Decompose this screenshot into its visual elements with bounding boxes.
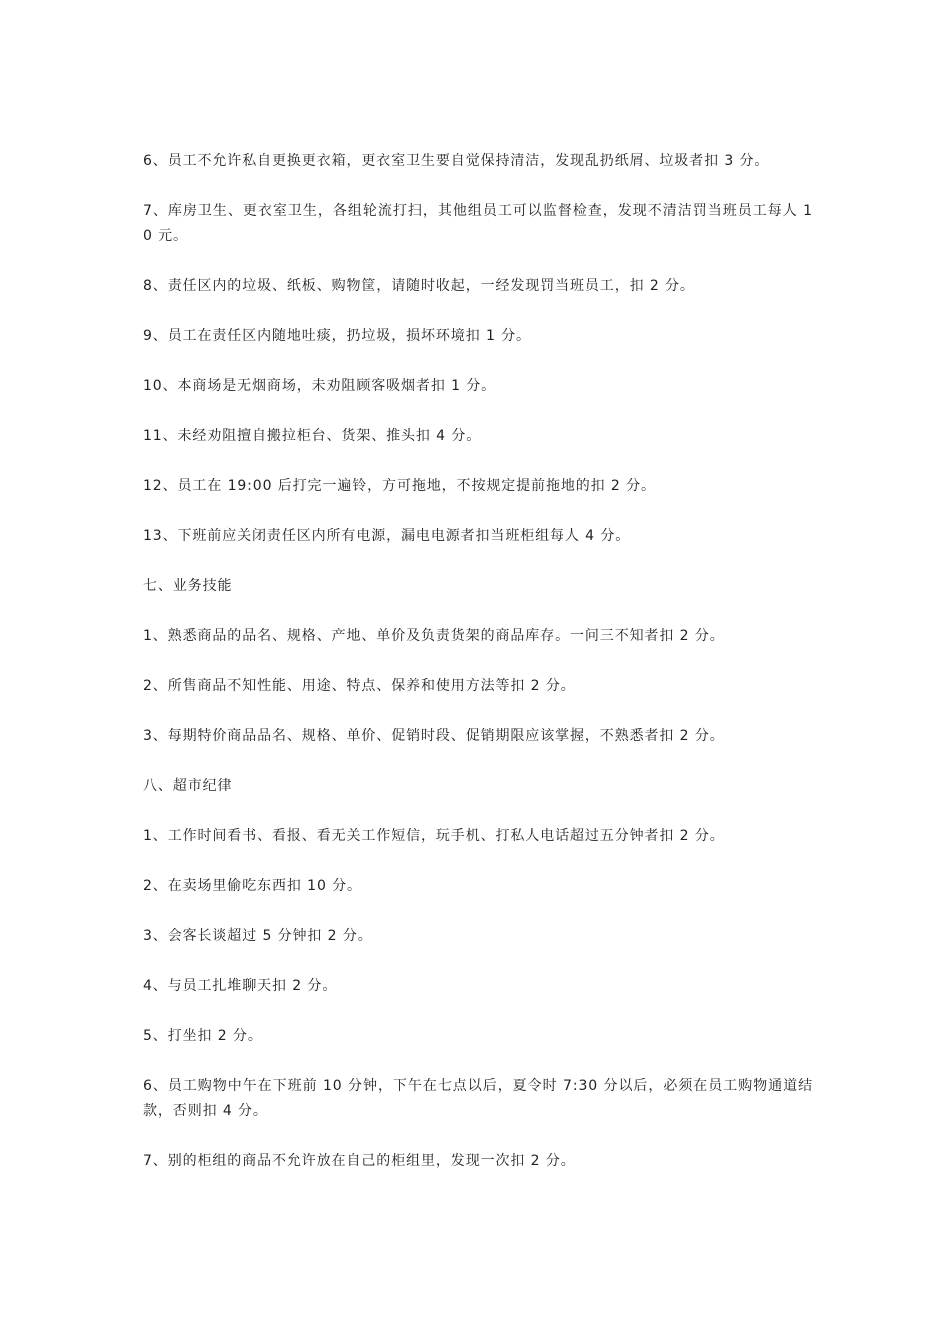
paragraph-skill-2: 2、所售商品不知性能、用途、特点、保养和使用方法等扣 2 分。 <box>143 678 576 694</box>
paragraph-rule-7-storeroom: 7、库房卫生、更衣室卫生，各组轮流打扫，其他组员工可以监督检查，发现不清洁罚当班员工每人 10 元。 <box>143 203 813 244</box>
paragraph-skill-3: 3、每期特价商品品名、规格、单价、促销时段、促销期限应该掌握，不熟悉者扣 2 分。 <box>143 728 725 744</box>
document-body <box>143 149 813 1199</box>
paragraph-rule-11-fixtures: 11、未经劝阻擅自搬拉柜台、货架、推头扣 4 分。 <box>143 428 482 444</box>
section-heading-discipline: 八、超市纪律 <box>143 778 233 794</box>
paragraph-rule-12-mopping: 12、员工在 19:00 后打完一遍铃，方可拖地，不按规定提前拖地的扣 2 分。 <box>143 478 656 494</box>
section-heading-business-skills: 七、业务技能 <box>143 578 233 594</box>
paragraph-rule-10-smoking: 10、本商场是无烟商场，未劝阻顾客吸烟者扣 1 分。 <box>143 378 497 394</box>
paragraph-rule-6-locker: 6、员工不允许私自更换更衣箱，更衣室卫生要自觉保持清洁，发现乱扔纸屑、垃圾者扣 3 分。 <box>143 153 770 169</box>
paragraph-skill-1: 1、熟悉商品的品名、规格、产地、单价及负责货架的商品库存。一问三不知者扣 2 分。 <box>143 628 725 644</box>
paragraph-discipline-6: 6、员工购物中午在下班前 10 分钟，下午在七点以后，夏令时 7:30 分以后，必须在员工购物通道结款，否则扣 4 分。 <box>143 1078 813 1119</box>
paragraph-discipline-5: 5、打坐扣 2 分。 <box>143 1028 263 1044</box>
paragraph-discipline-1: 1、工作时间看书、看报、看无关工作短信，玩手机、打私人电话超过五分钟者扣 2 分。 <box>143 828 725 844</box>
paragraph-rule-13-power: 13、下班前应关闭责任区内所有电源，漏电电源者扣当班柜组每人 4 分。 <box>143 528 631 544</box>
paragraph-discipline-2: 2、在卖场里偷吃东西扣 10 分。 <box>143 878 362 894</box>
paragraph-discipline-4: 4、与员工扎堆聊天扣 2 分。 <box>143 978 338 994</box>
paragraph-rule-8-litter: 8、责任区内的垃圾、纸板、购物筐，请随时收起，一经发现罚当班员工，扣 2 分。 <box>143 278 695 294</box>
paragraph-discipline-3: 3、会客长谈超过 5 分钟扣 2 分。 <box>143 928 373 944</box>
paragraph-rule-9-spitting: 9、员工在责任区内随地吐痰，扔垃圾，损坏环境扣 1 分。 <box>143 328 531 344</box>
paragraph-discipline-7: 7、别的柜组的商品不允许放在自己的柜组里，发现一次扣 2 分。 <box>143 1153 576 1169</box>
